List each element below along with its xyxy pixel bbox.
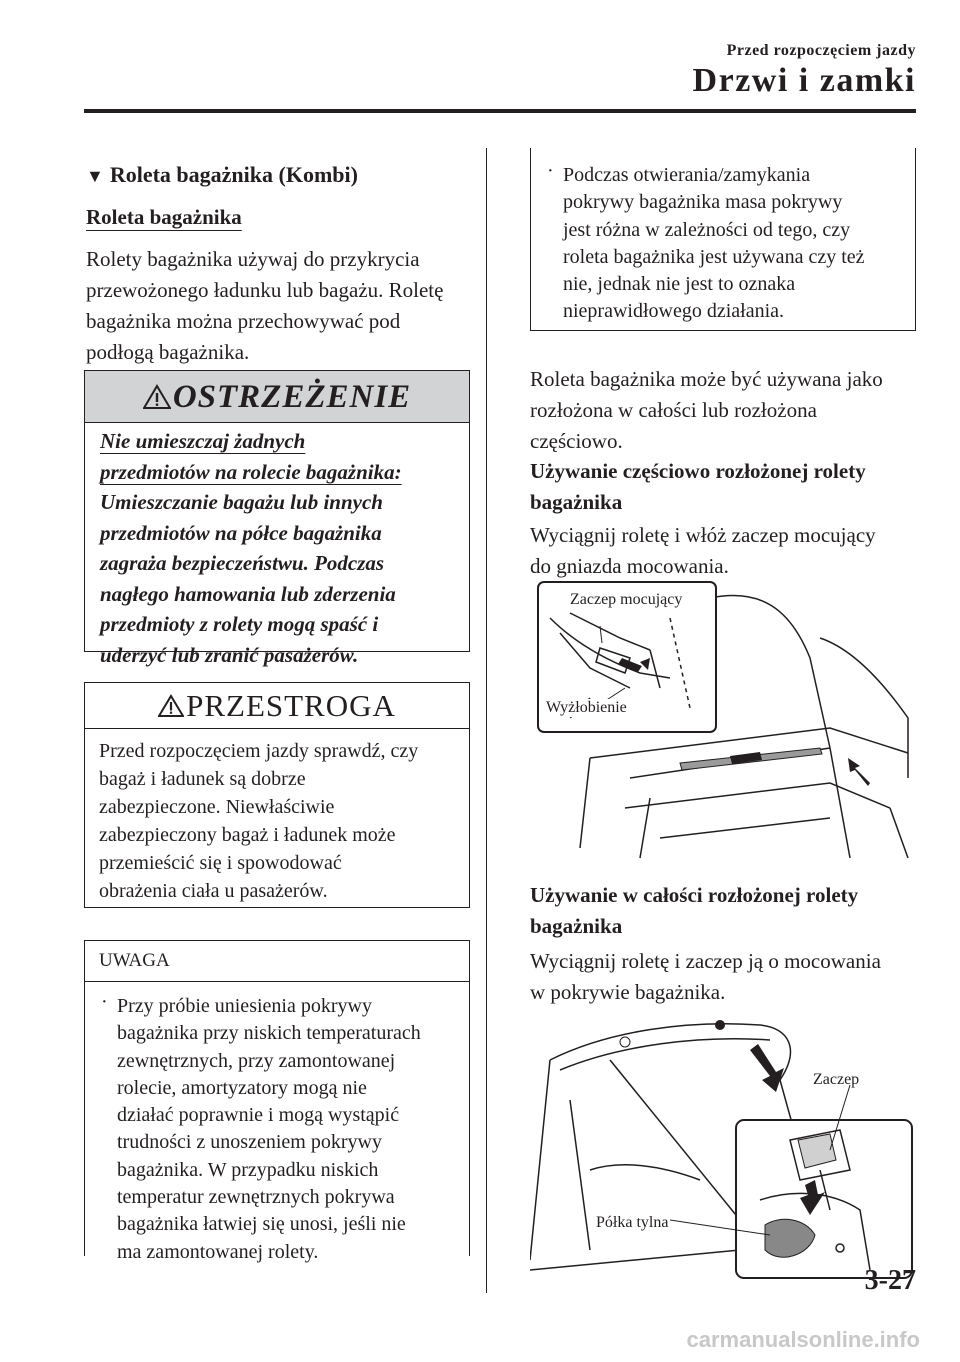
note-box-continued <box>530 148 916 331</box>
header-rule <box>84 109 916 113</box>
warning-line: przedmiotów na rolecie bagażnika: <box>100 459 402 484</box>
caution-line: przemieścić się i spowodować <box>99 852 342 874</box>
full-heading-line: Używanie w całości rozłożonej rolety <box>530 883 859 907</box>
full-text-line: Wyciągnij roletę i zaczep ją o mocowania <box>530 949 881 973</box>
usage-line: częściowo. <box>530 429 623 453</box>
note-line: temperatur zewnętrznych pokrywa <box>117 1186 395 1209</box>
note-box <box>84 940 470 1263</box>
caution-triangle-icon <box>158 694 184 718</box>
note-line: bagażnika łatwiej się unosi, jeśli nie <box>117 1213 406 1236</box>
warning-line: przedmioty z rolety mogą spaść i <box>100 612 379 636</box>
figure-full-cover <box>530 1020 916 1282</box>
watermark: carmanualsonline.info <box>686 1327 920 1352</box>
partial-text-line: Wyciągnij roletę i włóż zaczep mocujący <box>530 523 876 547</box>
caution-line: zabezpieczone. Niewłaściwie <box>99 796 335 818</box>
note-bullet-1 <box>117 993 421 1266</box>
warning-triangle-icon <box>143 384 171 410</box>
caution-header <box>85 683 469 729</box>
label-hook: Zaczep <box>813 1071 860 1088</box>
bullet-dot: · <box>101 991 108 1013</box>
warning-line: nagłego hamowania lub zderzenia <box>100 581 396 606</box>
note-line: nie, jednak nie jest to oznaka <box>563 273 796 296</box>
note-line: ma zamontowanej rolety. <box>117 1240 319 1263</box>
caution-line: bagaż i ładunek są dobrze <box>99 768 306 790</box>
warning-body <box>100 426 402 670</box>
partial-text <box>530 520 876 582</box>
usage-line: rozłożona w całości lub rozłożona <box>530 398 817 422</box>
chapter-subtitle: Przed rozpoczęciem jazdy <box>726 42 916 59</box>
note-line: Podczas otwierania/zamykania <box>563 164 811 186</box>
intro-line: przewożonego ładunku lub bagażu. Roletę <box>86 278 444 302</box>
full-heading <box>530 880 858 942</box>
note-line: zewnętrznych, przy zamontowanej <box>117 1049 396 1072</box>
usage-paragraph <box>530 364 883 457</box>
warning-title-text: OSTRZEŻENIE <box>172 379 412 415</box>
warning-box <box>84 370 470 667</box>
label-rear-shelf: Półka tylna <box>596 1214 669 1231</box>
note-line: bagażnika przy niskich temperaturach <box>117 1022 421 1045</box>
label-groove: Wyżłobienie <box>546 699 627 716</box>
warning-line: zagraża bezpieczeństwu. Podczas <box>100 551 385 575</box>
partial-heading-line: Używanie częściowo rozłożonej rolety <box>530 459 866 483</box>
chapter-title: Drzwi i zamki <box>692 62 916 99</box>
warning-line: uderzyć lub zranić pasażerów. <box>100 642 359 667</box>
warning-line: przedmiotów na półce bagażnika <box>100 520 382 545</box>
note-title: UWAGA <box>85 941 469 982</box>
usage-line: Roleta bagażnika może być używana jako <box>530 367 883 391</box>
section-title <box>86 162 358 188</box>
intro-line: Rolety bagażnika używaj do przykrycia <box>86 247 420 271</box>
page-number: 3-27 <box>864 1265 916 1296</box>
caution-body <box>99 737 418 905</box>
note-line: pokrywy bagażnika masa pokrywy <box>563 191 843 214</box>
caution-title-text: PRZESTROGA <box>186 688 396 723</box>
intro-line: bagażnika można przechowywać pod <box>86 309 401 333</box>
label-mounting-hook: Zaczep mocujący <box>570 591 683 608</box>
note-line: trudności z unoszeniem pokrywy <box>117 1131 382 1154</box>
note-line: jest różna w zależności od tego, czy <box>563 218 851 241</box>
figure-partial-cover <box>530 578 916 862</box>
partial-text-line: do gniazda mocowania. <box>530 554 729 578</box>
full-text <box>530 946 881 1008</box>
note-line: bagażnika. W przypadku niskich <box>117 1158 379 1181</box>
caution-line: zabezpieczony bagaż i ładunek może <box>99 824 396 846</box>
full-heading-line: bagażnika <box>530 914 623 938</box>
warning-line: Nie umieszczaj żadnych <box>100 429 306 453</box>
warning-title <box>143 379 411 415</box>
intro-paragraph <box>86 244 443 368</box>
note-line: nieprawidłowego działania. <box>563 300 785 323</box>
section-title-text: Roleta bagażnika (Kombi) <box>109 162 358 187</box>
subheading: Roleta bagażnika <box>86 205 242 229</box>
note-line: działać poprawnie i mogą wystąpić <box>117 1104 400 1127</box>
triangle-bullet-icon: ▼ <box>86 166 104 186</box>
column-divider <box>486 148 487 1293</box>
bullet-dot: · <box>547 160 554 182</box>
partial-heading <box>530 456 866 518</box>
note-line: rolecie, amortyzatory mogą nie <box>117 1076 367 1099</box>
note-line: Przy próbie uniesienia pokrywy <box>117 995 372 1017</box>
note-bullet-2 <box>563 162 865 326</box>
note-line: roleta bagażnika jest używana czy też <box>563 245 865 268</box>
caution-box <box>84 682 470 908</box>
caution-line: obrażenia ciała u pasażerów. <box>99 880 328 902</box>
full-text-line: w pokrywie bagażnika. <box>530 980 726 1004</box>
intro-line: podłogą bagażnika. <box>86 340 250 364</box>
warning-line: Umieszczanie bagażu lub innych <box>100 490 383 514</box>
warning-header <box>85 371 469 423</box>
caution-line: Przed rozpoczęciem jazdy sprawdź, czy <box>99 740 419 762</box>
partial-heading-line: bagażnika <box>530 490 623 514</box>
caution-title <box>158 688 396 723</box>
